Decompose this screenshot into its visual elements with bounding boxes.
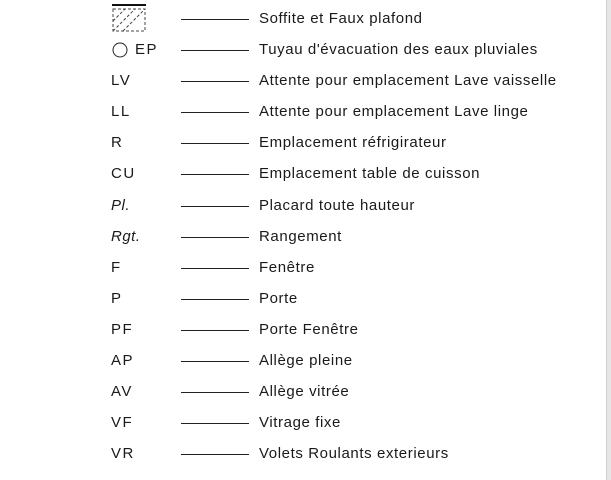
legend-abbr: PF [111, 321, 134, 338]
leader-line [181, 454, 249, 455]
legend-abbr: VR [111, 445, 135, 462]
leader-line [181, 237, 249, 238]
legend-row-p [0, 287, 611, 311]
legend-abbr: Rgt. [111, 228, 141, 245]
legend-abbr: LV [111, 72, 132, 89]
legend-row-lv [0, 69, 611, 93]
legend-description: Rangement [259, 228, 342, 245]
legend-row-ap [0, 349, 611, 373]
leader-line [181, 361, 249, 362]
leader-line [181, 143, 249, 144]
legend-row-cu [0, 162, 611, 186]
leader-line [181, 206, 249, 207]
legend-description: Soffite et Faux plafond [259, 10, 423, 27]
leader-line [181, 81, 249, 82]
circle-icon [112, 42, 128, 58]
legend-description: Volets Roulants exterieurs [259, 445, 449, 462]
leader-line [181, 268, 249, 269]
legend-abbr: CU [111, 165, 136, 182]
leader-line [181, 174, 249, 175]
leader-line [181, 423, 249, 424]
legend-abbr: EP [135, 41, 159, 58]
legend-abbr: LL [111, 103, 131, 120]
legend-abbr: P [111, 290, 123, 307]
page-edge [606, 0, 611, 480]
legend-row-rgt [0, 225, 611, 249]
leader-line [181, 299, 249, 300]
legend-description: Porte Fenêtre [259, 321, 359, 338]
legend-row-soffite [0, 7, 611, 31]
legend-row-f [0, 256, 611, 280]
legend-description: Allège pleine [259, 352, 353, 369]
leader-line [181, 330, 249, 331]
legend-abbr: VF [111, 414, 134, 431]
legend-row-ll [0, 100, 611, 124]
legend-row-r [0, 131, 611, 155]
legend-description: Attente pour emplacement Lave linge [259, 103, 529, 120]
legend-row-av [0, 380, 611, 404]
legend-description: Emplacement réfrigirateur [259, 134, 447, 151]
legend-description: Vitrage fixe [259, 414, 341, 431]
legend-description: Tuyau d'évacuation des eaux pluviales [259, 41, 538, 58]
legend-row-vr [0, 442, 611, 466]
leader-line [181, 392, 249, 393]
legend-abbr: AP [111, 352, 135, 369]
legend-description: Emplacement table de cuisson [259, 165, 481, 182]
legend-row-ep [0, 38, 611, 62]
legend-abbr: AV [111, 383, 133, 400]
legend-description: Fenêtre [259, 259, 315, 276]
legend-description: Porte [259, 290, 298, 307]
legend-description: Allège vitrée [259, 383, 350, 400]
hatch-icon [112, 4, 146, 32]
legend-row-pl [0, 194, 611, 218]
legend-row-vf [0, 411, 611, 435]
legend-abbr: F [111, 259, 122, 276]
legend-description: Placard toute hauteur [259, 197, 416, 214]
leader-line [181, 112, 249, 113]
leader-line [181, 19, 249, 20]
legend-abbr: R [111, 134, 124, 151]
legend-description: Attente pour emplacement Lave vaisselle [259, 72, 557, 89]
legend-row-pf [0, 318, 611, 342]
leader-line [181, 50, 249, 51]
legend-abbr: Pl. [111, 197, 131, 214]
